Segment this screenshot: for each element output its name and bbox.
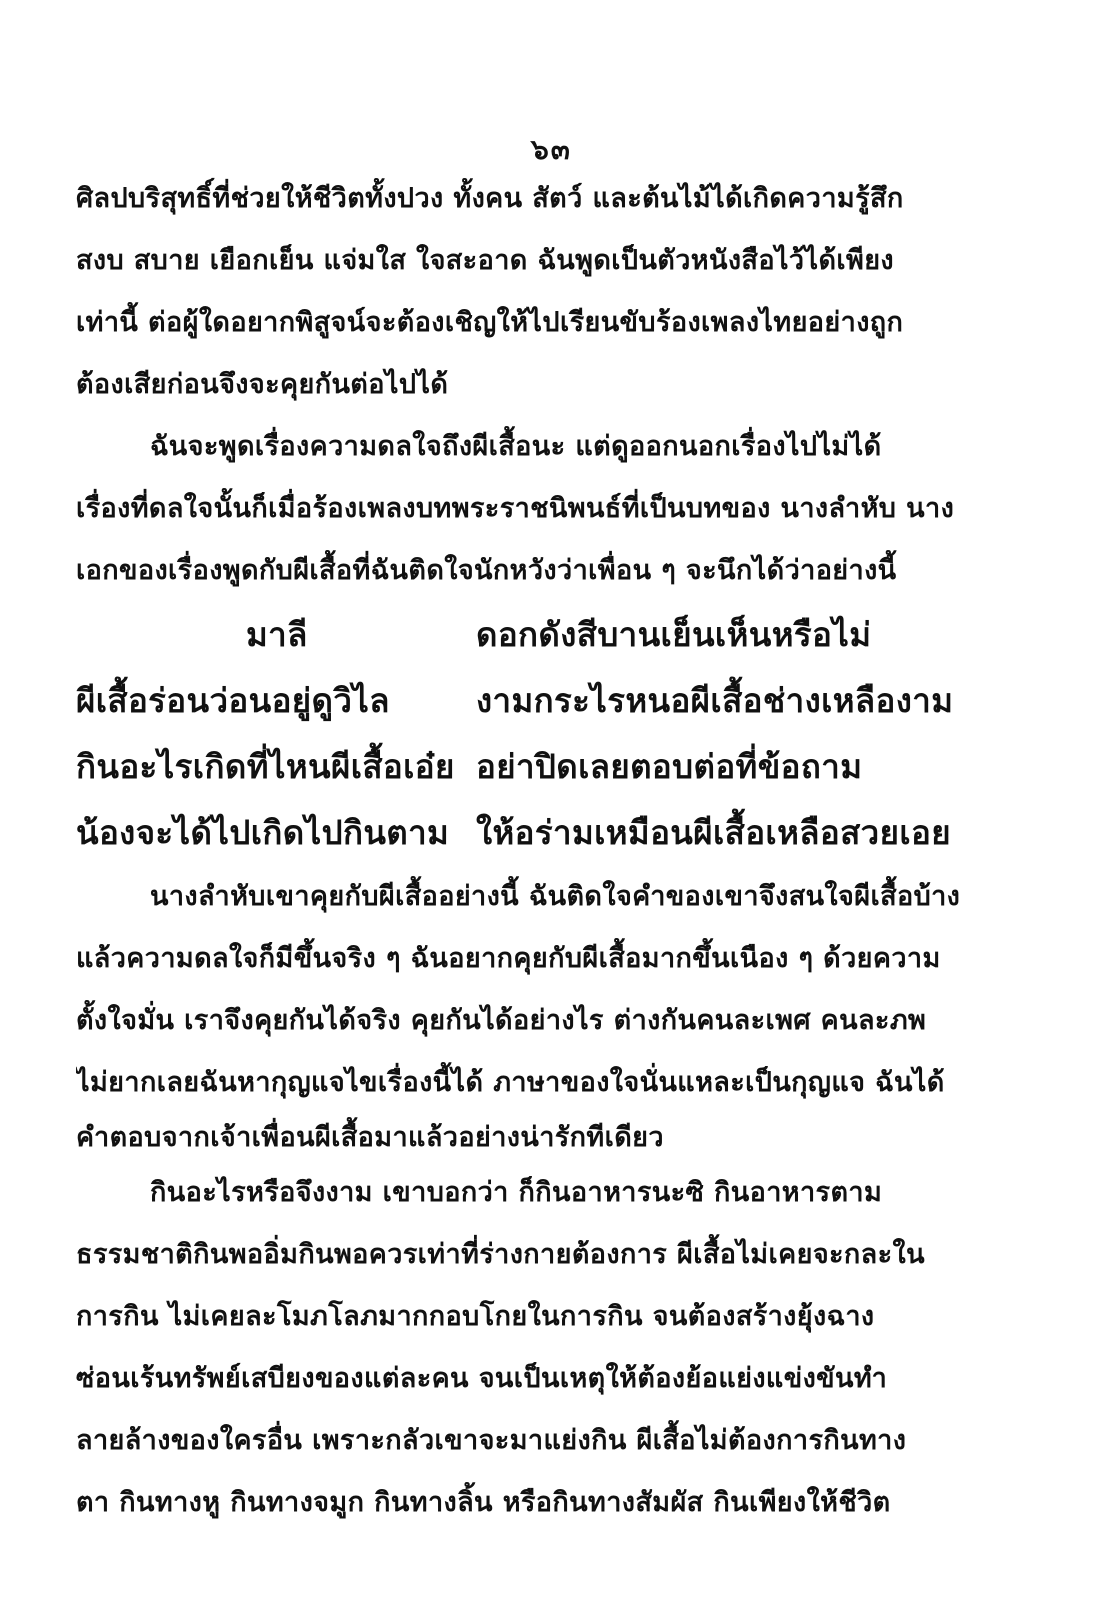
poem-verse: งามกระไรหนอผีเสื้อช่างเหลืองาม	[476, 681, 954, 720]
poem-row	[76, 668, 1016, 734]
poem	[76, 602, 1016, 866]
poem-verse: น้องจะได้ไปเกิดไปกินตาม	[76, 813, 450, 852]
text-line: ตา กินทางหู กินทางจมูก กินทางลิ้น หรือกินทางสัมผัส กินเพียงให้ชีวิต	[76, 1487, 891, 1518]
text-line: แล้วความดลใจก็มีขึ้นจริง ๆ ฉันอยากคุยกับผีเสื้อมากขึ้นเนือง ๆ ด้วยความ	[76, 943, 941, 974]
text-line: ตั้งใจมั่น เราจึงคุยกันได้จริง คุยกันได้อย่างไร ต่างกันคนละเพศ คนละภพ	[76, 1005, 927, 1036]
text-line: ลายล้างของใครอื่น เพราะกลัวเขาจะมาแย่งกิน ผีเสื้อไม่ต้องการกินทาง	[76, 1425, 907, 1456]
poem-verse: กินอะไรเกิดที่ไหนผีเสื้อเอ๋ย	[76, 747, 455, 786]
text-line: สงบ สบาย เยือกเย็น แจ่มใส ใจสะอาด ฉันพูดเป็นตัวหนังสือไว้ได้เพียง	[76, 245, 895, 276]
text-line: กินอะไรหรือจึงงาม เขาบอกว่า ก็กินอาหารนะซิ กินอาหารตาม	[150, 1177, 883, 1208]
paragraph-4	[76, 1162, 1016, 1534]
text-line: เท่านี้ ต่อผู้ใดอยากพิสูจน์จะต้องเชิญให้ไปเรียนขับร้องเพลงไทยอย่างถูก	[76, 307, 904, 338]
poem-row	[76, 734, 1016, 800]
poem-title: มาลี	[246, 615, 308, 654]
text-line: เรื่องที่ดลใจนั้นก็เมื่อร้องเพลงบทพระราชนิพนธ์ที่เป็นบทของ นางลำหับ นาง	[76, 493, 955, 524]
text-line: การกิน ไม่เคยละโมภโลภมากกอบโกยในการกิน จนต้องสร้างยุ้งฉาง	[76, 1301, 875, 1332]
text-line: ต้องเสียก่อนจึงจะคุยกันต่อไปได้	[76, 369, 449, 400]
poem-row	[76, 602, 1016, 668]
text-line: ธรรมชาติกินพออิ่มกินพอควรเท่าที่ร่างกายต้องการ ผีเสื้อไม่เคยจะกละใน	[76, 1239, 925, 1270]
text-line: ไม่ยากเลยฉันหากุญแจไขเรื่องนี้ได้ ภาษาของใจนั่นแหละเป็นกุญแจ ฉันได้	[76, 1067, 945, 1098]
text-line: เอกของเรื่องพูดกับผีเสื้อที่ฉันติดใจนักหวังว่าเพื่อน ๆ จะนึกได้ว่าอย่างนี้	[76, 555, 897, 586]
text-line: ซ่อนเร้นทรัพย์เสบียงของแต่ละคน จนเป็นเหตุให้ต้องย้อแย่งแข่งขันทำ	[76, 1363, 888, 1394]
text-line: ศิลปบริสุทธิ์ที่ช่วยให้ชีวิตทั้งปวง ทั้งคน สัตว์ และต้นไม้ได้เกิดความรู้สึก	[76, 183, 904, 214]
text-line: คำตอบจากเจ้าเพื่อนผีเสื้อมาแล้วอย่างน่ารักทีเดียว	[76, 1122, 664, 1153]
text-line: นางลำหับเขาคุยกับผีเสื้ออย่างนี้ ฉันติดใจคำของเขาจึงสนใจผีเสื้อบ้าง	[150, 881, 961, 912]
paragraph-1	[76, 168, 1016, 416]
body-text	[76, 168, 1016, 1534]
paragraph-2	[76, 416, 1016, 602]
poem-row	[76, 800, 1016, 866]
poem-verse: ให้อร่ามเหมือนผีเสื้อเหลือสวยเอย	[476, 813, 951, 852]
poem-verse: ผีเสื้อร่อนว่อนอยู่ดูวิไล	[76, 681, 390, 720]
page-number: ๖๓	[531, 133, 572, 166]
poem-verse: อย่าปิดเลยตอบต่อที่ข้อถาม	[476, 747, 863, 786]
poem-verse: ดอกดังสีบานเย็นเห็นหรือไม่	[476, 615, 872, 654]
paragraph-3	[76, 866, 1016, 1162]
text-line: ฉันจะพูดเรื่องความดลใจถึงผีเสื้อนะ แต่ดูออกนอกเรื่องไปไม่ได้	[150, 431, 882, 462]
